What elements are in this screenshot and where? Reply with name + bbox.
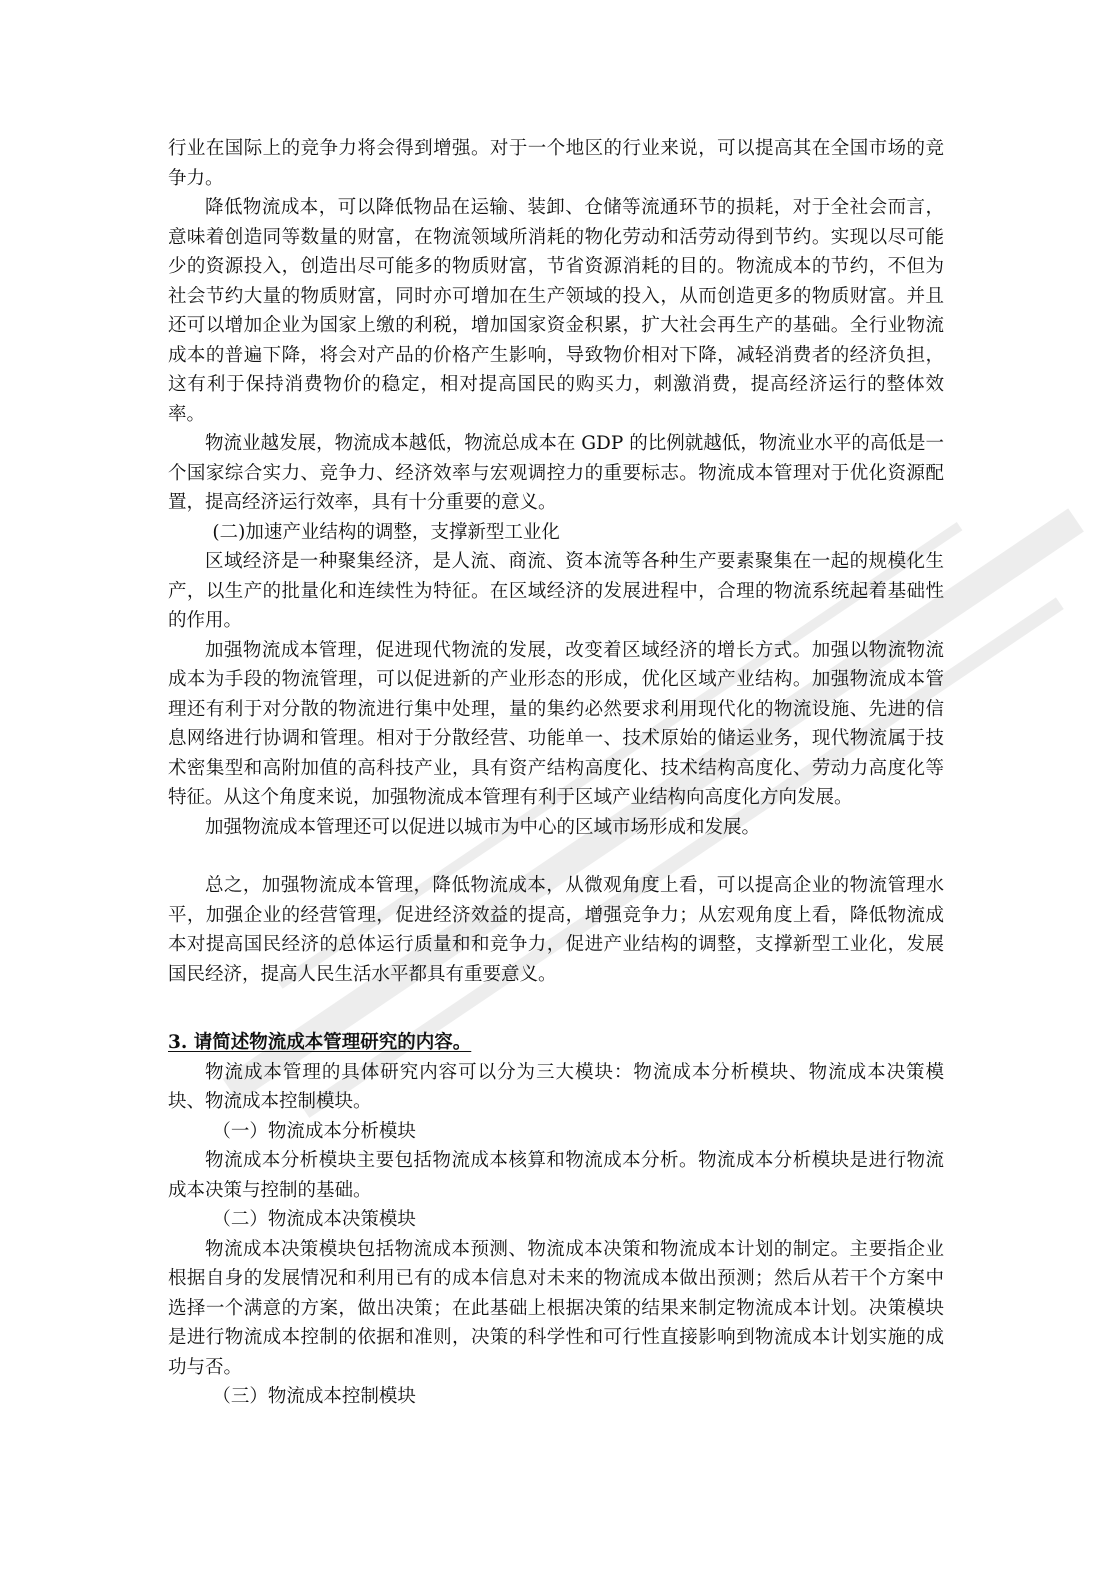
module-heading-3: （三）物流成本控制模块 xyxy=(212,1386,416,1407)
paragraph-2: 降低物流成本，可以降低物品在运输、装卸、仓储等流通环节的损耗，对于全社会而言，意味着创造同等数量的财富，在物流领域所消耗的物化劳动和活劳动得到节约。实现以尽可能少的资源投入，创造出尽可能多的物质财富，节省资源消耗的目的。物流成本的节约，不但为社会节约大量的物质财富，同时亦可增加在生产领域的投入，从而创造更多的物质财富。并且还可以增加企业为国家上缴的利税，增加国家资金积累，扩大社会再生产的基础。全行业物流成本的普遍下降，将会对产品的价格产生影响，导致物价相对下降，减轻消费者的经济负担，这有利于保持消费物价的稳定，相对提高国民的购买力，刺激消费，提高经济运行的整体效率。 xyxy=(168,197,944,425)
paragraph-4: 区域经济是一种聚集经济，是人流、商流、资本流等各种生产要素聚集在一起的规模化生产，以生产的批量化和连续性为特征。在区域经济的发展进程中，合理的物流系统起着基础性的作用。 xyxy=(168,551,944,631)
section-heading-2: (二)加速产业结构的调整，支撑新型工业化 xyxy=(212,521,560,543)
paragraph-3: 物流业越发展，物流成本越低，物流总成本在 GDP 的比例就越低，物流业水平的高低是一个国家综合实力、竞争力、经济效率与宏观调控力的重要标志。物流成本管理对于优化资源配置，提高经济运行效率，具有十分重要的意义。 xyxy=(168,433,944,513)
question-heading xyxy=(168,1028,944,1058)
paragraph-5: 加强物流成本管理，促进现代物流的发展，改变着区域经济的增长方式。加强以物流物流成本为手段的物流管理，可以促进新的产业形态的形成，优化区域产业结构。加强物流成本管理还有利于对分散的物流进行集中处理，量的集约必然要求利用现代化的物流设施、先进的信息网络进行协调和管理。相对于分散经营、功能单一、技术原始的储运业务，现代物流属于技术密集型和高附加值的高科技产业，具有资产结构高度化、技术结构高度化、劳动力高度化等特征。从这个角度来说，加强物流成本管理有利于区域产业结构向高度化方向发展。 xyxy=(168,639,944,808)
module-text-1: 物流成本分析模块主要包括物流成本核算和物流成本分析。物流成本分析模块是进行物流成本决策与控制的基础。 xyxy=(168,1150,944,1201)
module-text-2: 物流成本决策模块包括物流成本预测、物流成本决策和物流成本计划的制定。主要指企业根据自身的发展情况和利用已有的成本信息对未来的物流成本做出预测；然后从若干个方案中选择一个满意的方案，做出决策；在此基础上根据决策的结果来制定物流成本计划。决策模块是进行物流成本控制的依据和准则，决策的科学性和可行性直接影响到物流成本计划实施的成功与否。 xyxy=(168,1238,944,1378)
module-heading-1: （一）物流成本分析模块 xyxy=(212,1120,416,1142)
module-heading-2: （二）物流成本决策模块 xyxy=(212,1209,416,1230)
spacer xyxy=(168,989,944,1018)
answer-intro: 物流成本管理的具体研究内容可以分为三大模块：物流成本分析模块、物流成本决策模块、物流成本控制模块。 xyxy=(168,1061,944,1112)
paragraph-summary: 总之，加强物流成本管理，降低物流成本，从微观角度上看，可以提高企业的物流管理水平，加强企业的经营管理，促进经济效益的提高，增强竞争力；从宏观角度上看，降低物流成本对提高国民经济的总体运行质量和和竞争力，促进产业结构的调整，支撑新型工业化，发展国民经济，提高人民生活水平都具有重要意义。 xyxy=(168,875,944,985)
question-text: 3. 请简述物流成本管理研究的内容。 xyxy=(168,1032,472,1053)
paragraph-6: 加强物流成本管理还可以促进以城市为中心的区域市场形成和发展。 xyxy=(205,816,761,838)
document-page xyxy=(168,134,944,1412)
spacer xyxy=(168,1018,944,1028)
spacer xyxy=(168,842,944,871)
paragraph-1: 行业在国际上的竞争力将会得到增强。对于一个地区的行业来说，可以提高其在全国市场的竞争力。 xyxy=(168,138,944,189)
